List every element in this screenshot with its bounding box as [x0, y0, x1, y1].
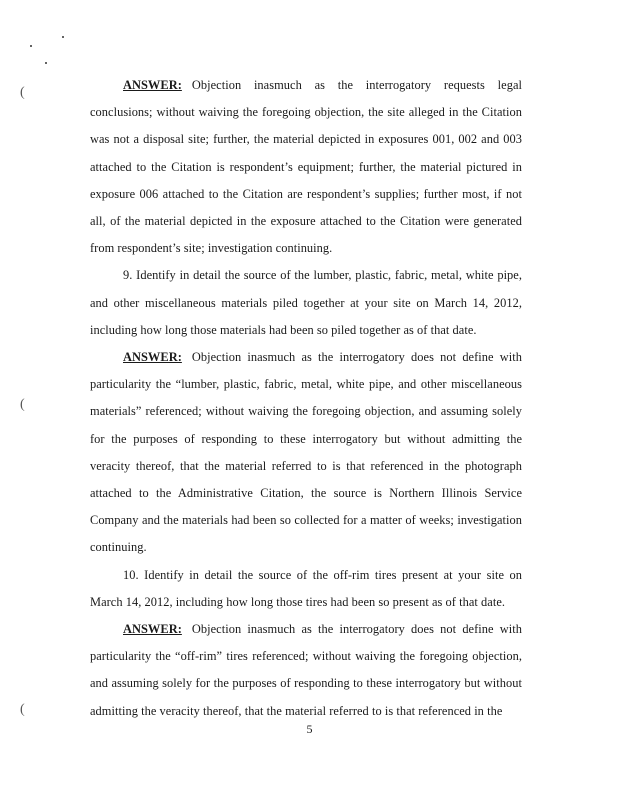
scan-speck	[30, 45, 32, 47]
scan-mark: (	[20, 85, 25, 100]
document-body	[90, 72, 522, 725]
interrogatory-paragraph	[90, 562, 522, 616]
answer-paragraph	[90, 616, 522, 725]
answer-label: ANSWER:	[123, 622, 182, 637]
scan-mark: (	[20, 702, 25, 717]
scan-mark: (	[20, 397, 25, 412]
paragraph-text: 10. Identify in detail the source of the off-rim tires present at your site on March 14, 2012, including how long those tires had been so present as of that date.	[90, 567, 522, 609]
paragraph-text: Objection inasmuch as the interrogatory does not define with particularity the “lumber, plastic, fabric, metal, white pipe, and other miscellaneous materials” referenced; without waiving the foregoing objection, and assuming solely for the purposes of responding to these interrogatory but without admitting the veracity thereof, that the material referred to is that referenced in the photograph attached to the Administrative Citation, the source is Northern Illinois Service Company and the materials had been so collected for a matter of weeks; investigation continuing.	[90, 350, 522, 555]
interrogatory-paragraph	[90, 262, 522, 344]
paragraph-text: Objection inasmuch as the interrogatory requests legal conclusions; without waiving the foregoing objection, the site alleged in the Citation was not a disposal site; further, the material depicted in exposures 001, 002 and 003 attached to the Citation is respondent’s equipment; further, the material pictured in exposure 006 attached to the Citation are respondent’s supplies; further most, if not all, of the material depicted in the exposure attached to the Citation were generated from respondent’s site; investigation continuing.	[90, 78, 522, 256]
paragraph-text: 9. Identify in detail the source of the lumber, plastic, fabric, metal, white pipe, and other miscellaneous materials piled together at your site on March 14, 2012, including how long those materials had been so piled together as of that date.	[90, 268, 522, 337]
answer-paragraph	[90, 344, 522, 562]
paragraph-text: Objection inasmuch as the interrogatory does not define with particularity the “off-rim” tires referenced; without waiving the foregoing objection, and assuming solely for the purposes of responding to these interrogatory but without admitting the veracity thereof, that the material referred to is that referenced in the	[90, 622, 522, 718]
answer-label: ANSWER:	[123, 78, 182, 92]
answer-paragraph	[90, 72, 522, 262]
answer-label: ANSWER:	[123, 350, 182, 365]
page-number: 5	[306, 722, 313, 736]
scan-speck	[45, 62, 47, 64]
scan-speck	[62, 36, 64, 38]
